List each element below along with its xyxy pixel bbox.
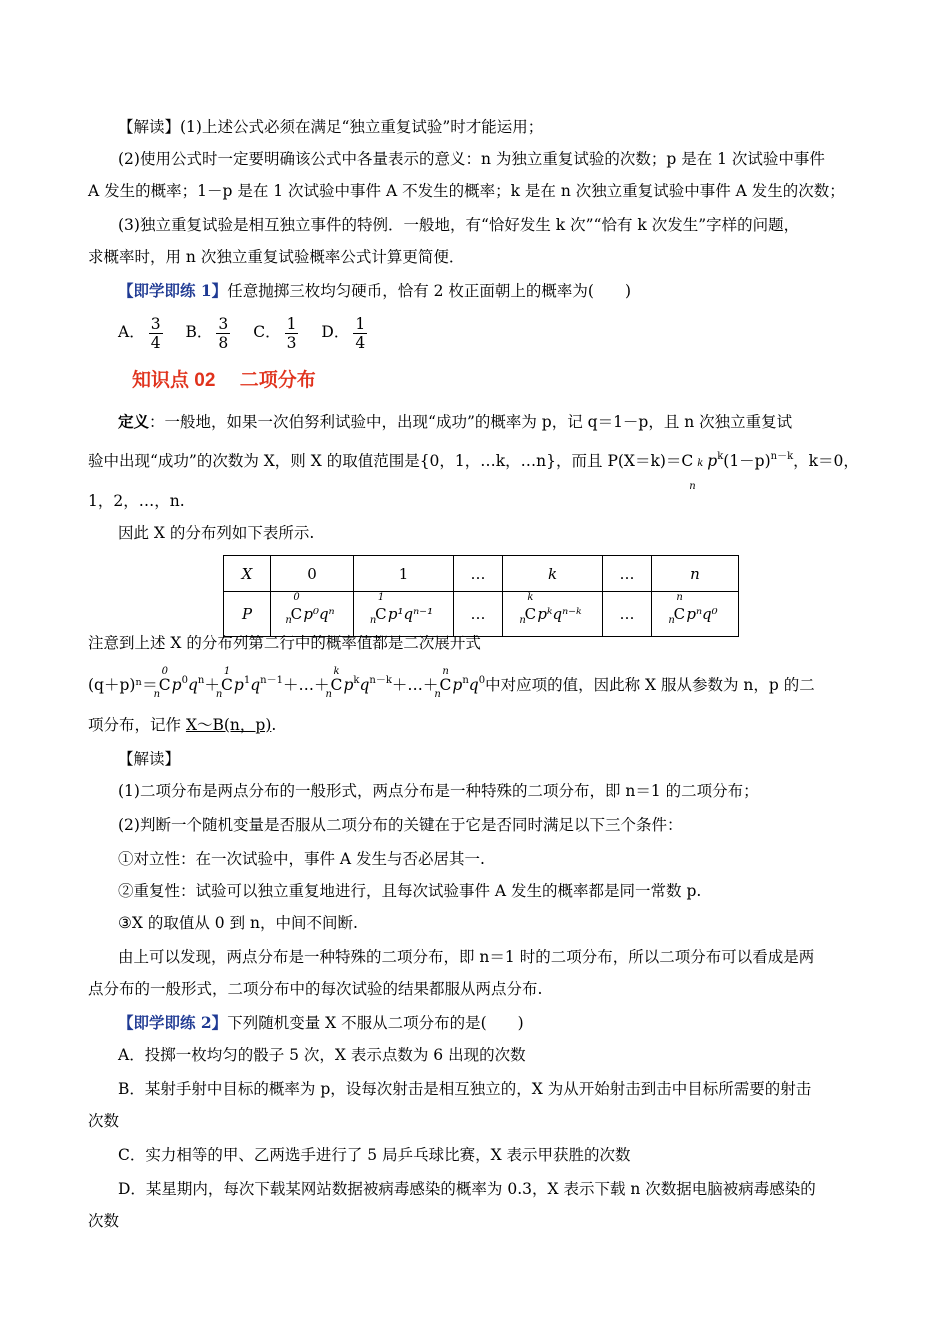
interp2-line6: 由上可以发现，两点分布是一种特殊的二项分布，即 n＝1 时的二项分布，所以二项分布可以看成是两 xyxy=(118,948,815,966)
interp1-line2: (2)使用公式时一定要明确该公式中各量表示的意义：n 为独立重复试验的次数；p 是在 1 次试验中事件 xyxy=(118,150,825,168)
option-d[interactable]: D． $\frac{1}{4}$ xyxy=(321,314,366,352)
table-row: X 0 1 … k … n xyxy=(224,556,739,592)
interp2-line7: 点分布的一般形式，二项分布中的每次试验的结果都服从两点分布. xyxy=(88,980,543,998)
exercise-1-tag: 【即学即练 1】 xyxy=(118,281,228,300)
interp2-line1: (1)二项分布是两点分布的一般形式，两点分布是一种特殊的二项分布，即 n＝1 的二项分布； xyxy=(118,782,759,800)
interp2-line2: (2)判断一个随机变量是否服从二项分布的关键在于它是否同时满足以下三个条件： xyxy=(118,816,683,834)
binomial-notation: X～B(n，p) xyxy=(185,716,272,734)
exercise-2-option-b-cont: 次数 xyxy=(88,1112,120,1130)
definition-line1: 定义：一般地，如果一次伯努利试验中，出现“成功”的概率为 p，记 q＝1－p，且 n 次独立重复试 xyxy=(118,412,793,431)
binom-line3: 项分布，记作 X～B(n，p). xyxy=(88,716,277,734)
table-row: P C 0 n p⁰qⁿ C 1 n p¹qⁿ⁻¹ … C k n pᵏqⁿ⁻ᵏ … C n n pⁿq⁰ xyxy=(224,592,739,637)
definition-line4: 因此 X 的分布列如下表所示. xyxy=(118,524,315,542)
interp2-tag: 【解读】 xyxy=(118,750,181,768)
exercise-1-text: 任意抛掷三枚均匀硬币，恰有 2 枚正面朝上的概率为( ) xyxy=(227,282,631,300)
interp1-line3: A 发生的概率；1－p 是在 1 次试验中事件 A 不发生的概率；k 是在 n 次独立重复试验中事件 A 发生的次数； xyxy=(88,182,845,200)
exercise-2-option-a[interactable]: A．投掷一枚均匀的骰子 5 次，X 表示点数为 6 出现的次数 xyxy=(118,1046,526,1064)
option-b[interactable]: B． $\frac{3}{8}$ xyxy=(185,314,229,352)
exercise-2-tag: 【即学即练 2】 xyxy=(118,1013,228,1032)
binom-line1: 注意到上述 X 的分布列第二行中的概率值都是二次展开式 xyxy=(88,634,481,652)
option-c[interactable]: C． $\frac{1}{3}$ xyxy=(253,314,297,352)
exercise-2-question: 【即学即练 2】下列随机变量 X 不服从二项分布的是( ) xyxy=(118,1013,524,1032)
interp1-line1: 【解读】(1)上述公式必须在满足“独立重复试验”时才能运用； xyxy=(118,118,544,136)
interp2-line5: ③X 的取值从 0 到 n，中间不间断. xyxy=(118,914,358,932)
exercise-1-question xyxy=(118,280,631,302)
section-heading: 知识点 02 二项分布 xyxy=(132,370,316,391)
definition-line3: 1，2，…，n. xyxy=(88,492,185,510)
exercise-2-option-b[interactable]: B．某射手射中目标的概率为 p，设每次射击是相互独立的，X 为从开始射击到击中目标所需要的射击 xyxy=(118,1080,812,1098)
definition-tag: 定义 xyxy=(118,412,150,431)
option-a[interactable]: A． $\frac{3}{4}$ xyxy=(118,314,161,352)
interp2-line4: ②重复性：试验可以独立重复地进行，且每次试验事件 A 发生的概率都是同一常数 p. xyxy=(118,882,702,900)
binom-line2: (q＋p)ⁿ＝C 0 n $p^0q^n+C$ 1 n $p^1q^{n-1}+\dots+C$ k n $p^kq^{n-k}+\dots+C$ n n $p^nq^0$中对应项的值，因此称 X 服从参数为 n，p 的二 xyxy=(88,666,815,700)
exercise-2-option-d-cont: 次数 xyxy=(88,1212,120,1230)
interp2-line3: ①对立性：在一次试验中，事件 A 发生与否必居其一. xyxy=(118,850,485,868)
distribution-table xyxy=(223,555,739,637)
interp1-line4: (3)独立重复试验是相互独立事件的特例．一般地，有“恰好发生 k 次”“恰有 k 次发生”字样的问题， xyxy=(118,216,800,234)
exercise-2-option-d[interactable]: D．某星期内，每次下载某网站数据被病毒感染的概率为 0.3，X 表示下载 n 次数据电脑被病毒感染的 xyxy=(118,1180,816,1198)
exercise-1-options xyxy=(118,312,371,352)
definition-line2: 验中出现“成功”的次数为 X，则 X 的取值范围是{0，1，…k，…n}，而且 P(X＝k)＝C k n $p^k(1-p)^{n-k}$，k＝0， xyxy=(88,451,859,492)
interp1-line5: 求概率时，用 n 次独立重复试验概率公式计算更简便． xyxy=(88,248,465,266)
exercise-2-option-c[interactable]: C．实力相等的甲、乙两选手进行了 5 局乒乓球比赛，X 表示甲获胜的次数 xyxy=(118,1146,631,1164)
